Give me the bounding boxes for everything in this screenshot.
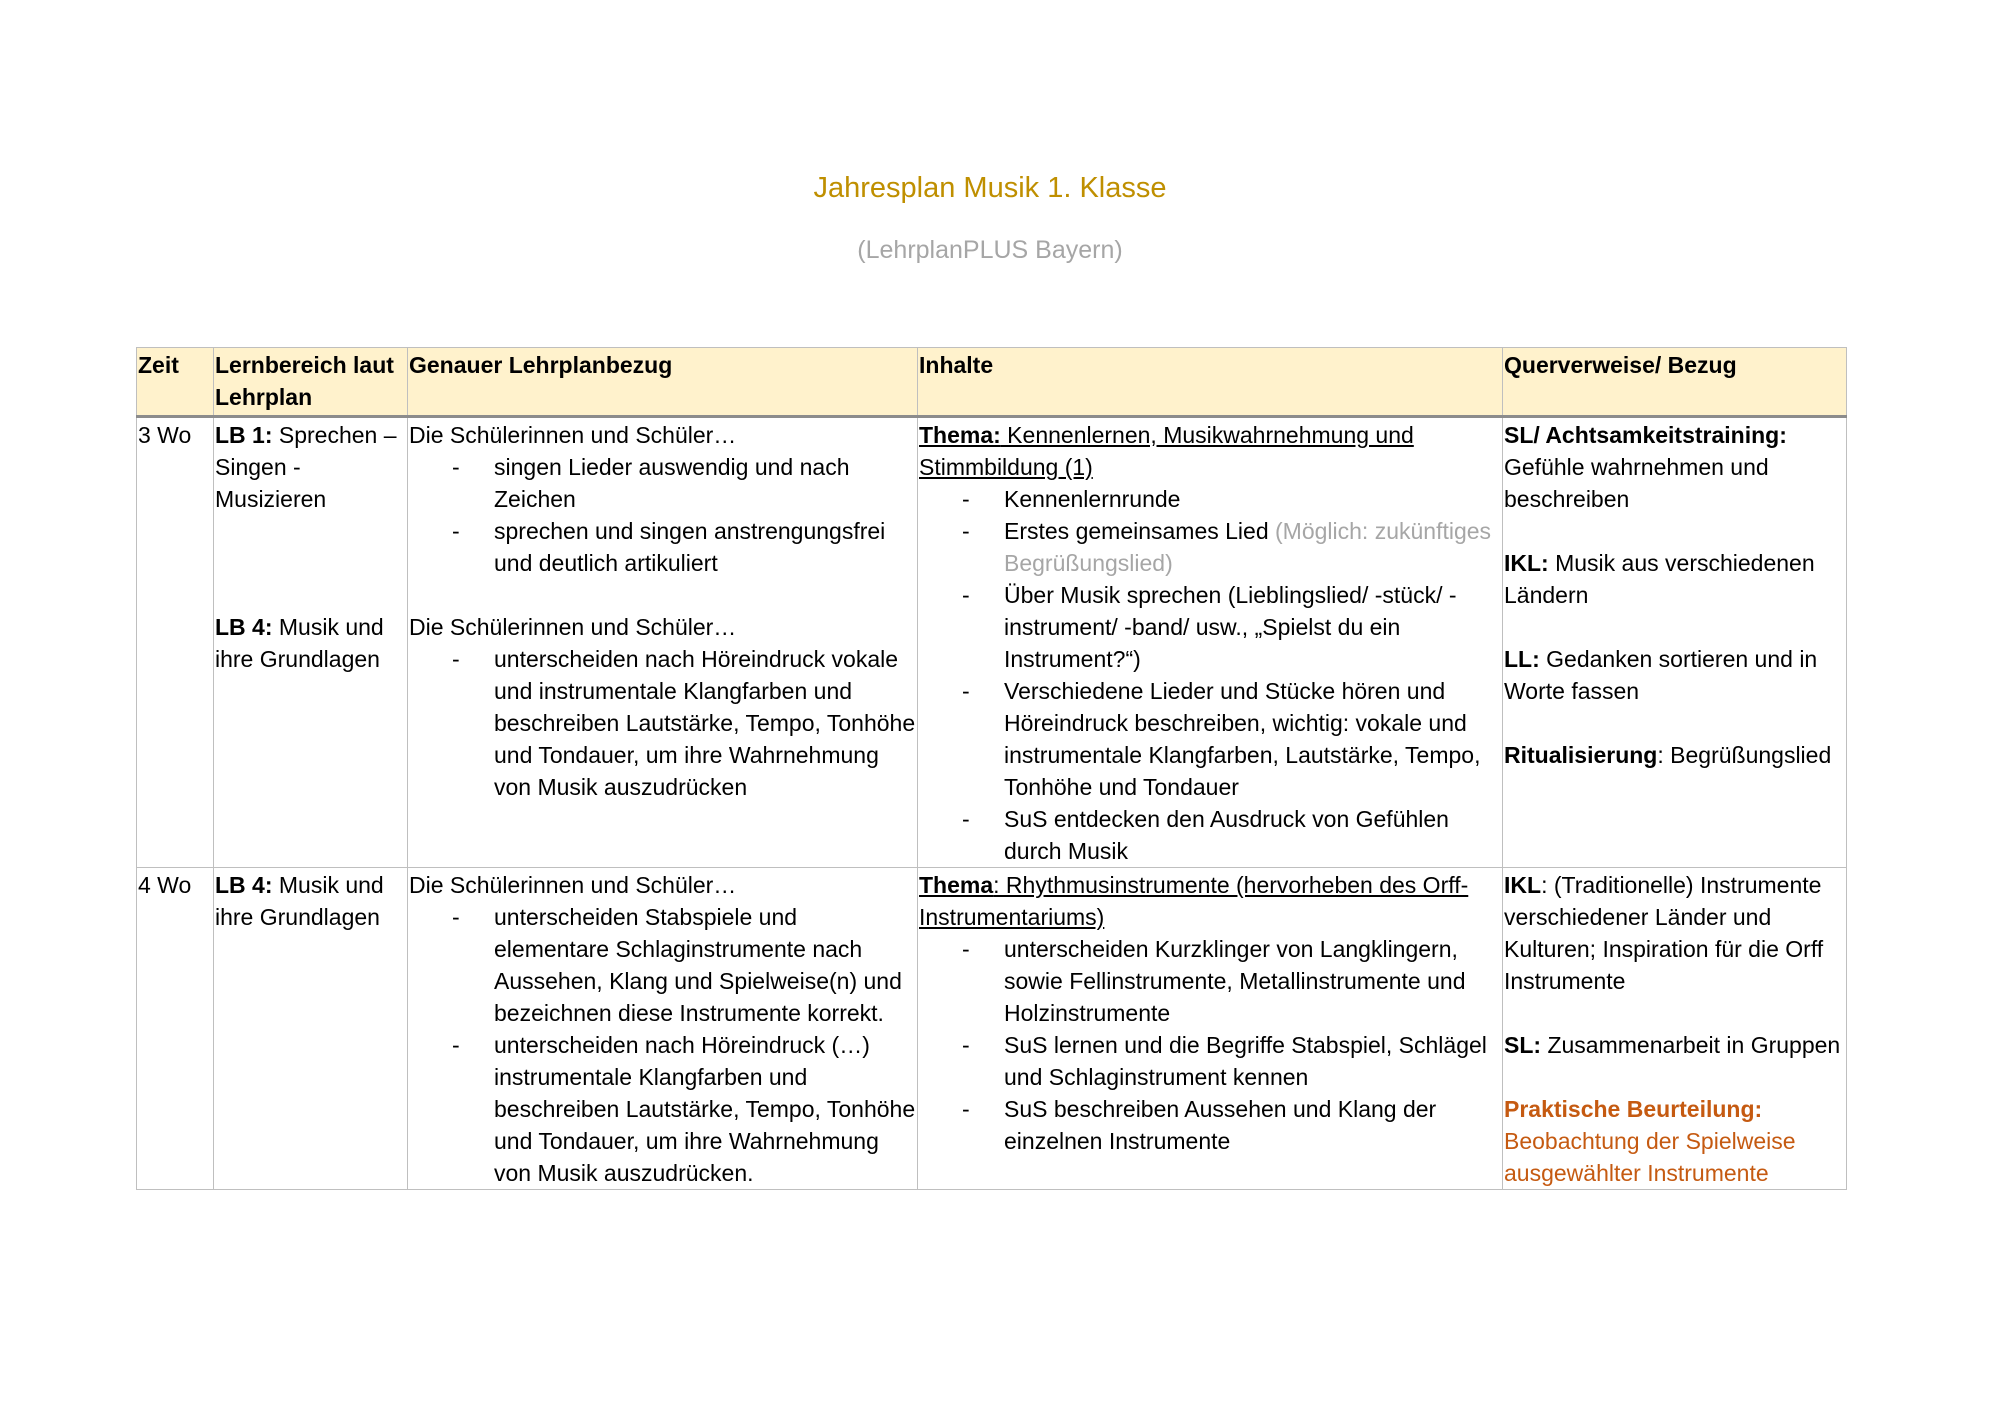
optional-note: (Möglich: zukünftiges Begrüßungslied) bbox=[1004, 518, 1492, 576]
cell-querverweise bbox=[1503, 417, 1847, 868]
inhalte-list bbox=[919, 933, 1501, 1157]
thema-heading: Thema: Kennenlernen, Musikwahrnehmung und Stimmbildung (1) bbox=[919, 422, 1414, 480]
list-item: - SuS lernen und die Begriffe Stabspiel, Schlägel und Schlaginstrument kennen bbox=[919, 1029, 1501, 1093]
header-lernbereich: Lernbereich laut Lehrplan bbox=[214, 348, 408, 417]
list-item: - SuS beschreiben Aussehen und Klang der einzelnen Instrumente bbox=[919, 1093, 1501, 1157]
year-plan-table bbox=[136, 347, 1847, 1190]
list-item: - unterscheiden Kurzklinger von Langklingern, sowie Fellinstrumente, Metallinstrumente und Holzinstrumente bbox=[919, 933, 1501, 1029]
document-title: Jahresplan Musik 1. Klasse bbox=[813, 172, 1167, 204]
list-item: - singen Lieder auswendig und nach Zeichen bbox=[409, 451, 916, 515]
list-item: - Verschiedene Lieder und Stücke hören und Höreindruck beschreiben, wichtig: vokale und instrumentale Klangfarben, Lautstärke, Tempo, Tonhöhe und Tondauer bbox=[919, 675, 1501, 803]
assessment-entry: Praktische Beurteilung: Beobachtung der Spielweise ausgewählter Instrumente bbox=[1504, 1096, 1796, 1186]
querverweis-entry: SL/ Achtsamkeitstraining: Gefühle wahrnehmen und beschreiben bbox=[1504, 422, 1787, 512]
cell-zeit: 3 Wo bbox=[137, 417, 214, 868]
cell-zeit: 4 Wo bbox=[137, 868, 214, 1190]
table-row bbox=[137, 417, 1847, 868]
thema-heading: Thema: Rhythmusinstrumente (hervorheben des Orff-Instrumentariums) bbox=[919, 872, 1469, 930]
querverweis-entry: IKL: Musik aus verschiedenen Ländern bbox=[1504, 550, 1815, 608]
header-lehrplanbezug: Genauer Lehrplanbezug bbox=[408, 348, 918, 417]
list-item: - unterscheiden Stabspiele und elementare Schlaginstrumente nach Aussehen, Klang und Spielweise(n) und bezeichnen diese Instrumente korrekt. bbox=[409, 901, 916, 1029]
querverweis-entry: LL: Gedanken sortieren und in Worte fassen bbox=[1504, 646, 1818, 704]
list-item: - Erstes gemeinsames Lied (Möglich: zukünftiges Begrüßungslied) bbox=[919, 515, 1501, 579]
lehrplan-list bbox=[409, 451, 916, 579]
cell-lernbereich bbox=[214, 868, 408, 1190]
list-item: - sprechen und singen anstrengungsfrei und deutlich artikuliert bbox=[409, 515, 916, 579]
querverweis-entry: SL: Zusammenarbeit in Gruppen bbox=[1504, 1032, 1841, 1058]
cell-inhalte bbox=[918, 868, 1503, 1190]
list-item: - unterscheiden nach Höreindruck (…) instrumentale Klangfarben und beschreiben Lautstärke, Tempo, Tonhöhe und Tondauer, um ihre Wahrnehmung von Musik auszudrücken. bbox=[409, 1029, 916, 1189]
header-zeit: Zeit bbox=[137, 348, 214, 417]
list-item: - SuS entdecken den Ausdruck von Gefühlen durch Musik bbox=[919, 803, 1501, 867]
lernbereich-entry: LB 1: Sprechen – Singen - Musizieren bbox=[215, 422, 397, 512]
lehrplan-list bbox=[409, 643, 916, 803]
cell-lernbereich bbox=[214, 417, 408, 868]
lehrplan-list bbox=[409, 901, 916, 1189]
querverweis-entry: IKL: (Traditionelle) Instrumente verschiedener Länder und Kulturen; Inspiration für die Orff Instrumente bbox=[1504, 872, 1824, 994]
inhalte-list bbox=[919, 483, 1501, 867]
table-header-row bbox=[137, 348, 1847, 417]
cell-lehrplanbezug bbox=[408, 417, 918, 868]
lehrplan-intro: Die Schülerinnen und Schüler… bbox=[409, 614, 737, 640]
list-item: - Kennenlernrunde bbox=[919, 483, 1501, 515]
table-row bbox=[137, 868, 1847, 1190]
querverweis-entry: Ritualisierung: Begrüßungslied bbox=[1504, 742, 1832, 768]
header-querverweise: Querverweise/ Bezug bbox=[1503, 348, 1847, 417]
lehrplan-intro: Die Schülerinnen und Schüler… bbox=[409, 872, 737, 898]
cell-lehrplanbezug bbox=[408, 868, 918, 1190]
lernbereich-entry: LB 4: Musik und ihre Grundlagen bbox=[215, 614, 384, 672]
header-inhalte: Inhalte bbox=[918, 348, 1503, 417]
cell-inhalte bbox=[918, 417, 1503, 868]
lehrplan-intro: Die Schülerinnen und Schüler… bbox=[409, 422, 737, 448]
list-item: - unterscheiden nach Höreindruck vokale und instrumentale Klangfarben und beschreiben Lautstärke, Tempo, Tonhöhe und Tondauer, um ihre Wahrnehmung von Musik auszudrücken bbox=[409, 643, 916, 803]
lernbereich-entry: LB 4: Musik und ihre Grundlagen bbox=[215, 872, 384, 930]
document-subtitle: (LehrplanPLUS Bayern) bbox=[857, 236, 1123, 264]
cell-querverweise bbox=[1503, 868, 1847, 1190]
list-item: - Über Musik sprechen (Lieblingslied/ -stück/ -instrument/ -band/ usw., „Spielst du ein Instrument?“) bbox=[919, 579, 1501, 675]
